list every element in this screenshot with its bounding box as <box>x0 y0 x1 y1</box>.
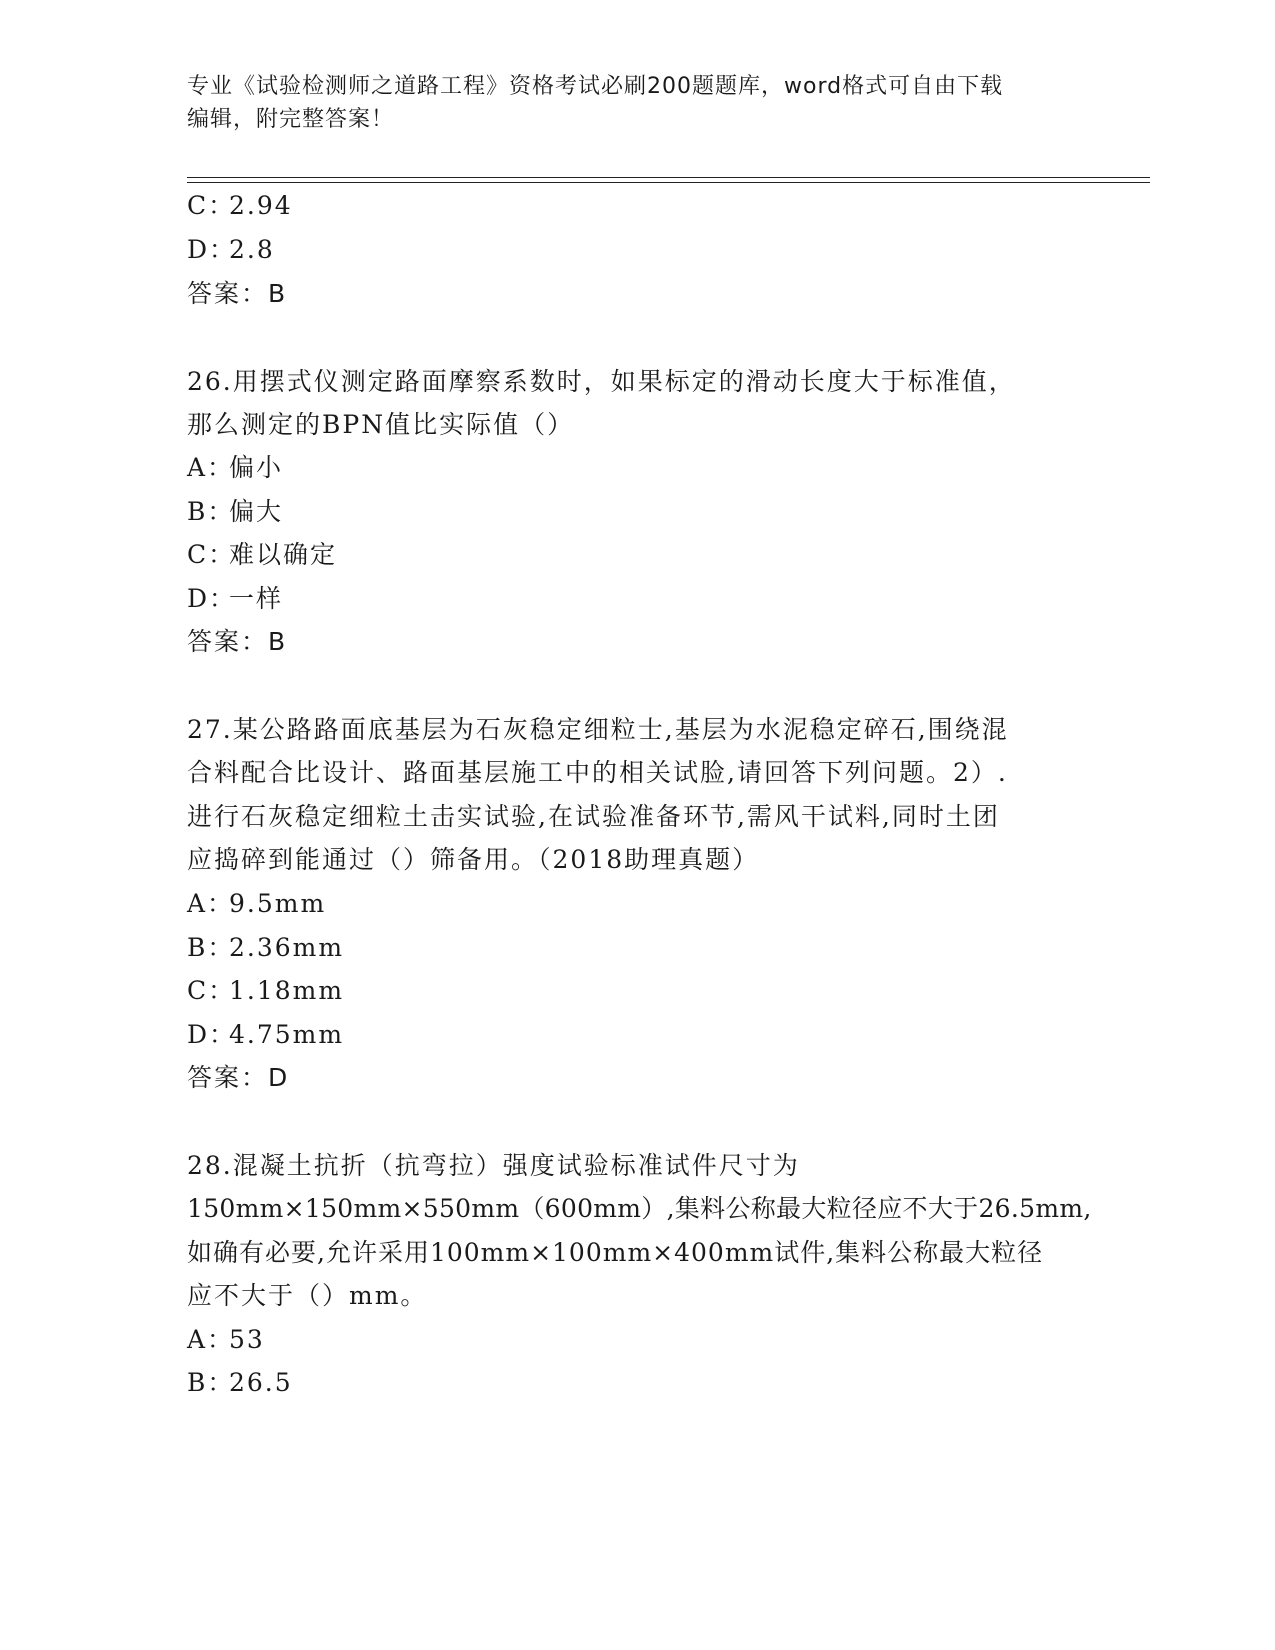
q28-stem-line-4: 应不大于（）mm。 <box>187 1281 428 1310</box>
q27-stem-line-4: 应捣碎到能通过（）筛备用。（2018助理真题） <box>187 845 760 874</box>
header-rule-top <box>187 177 1150 178</box>
document-header <box>187 70 1067 136</box>
q26-stem-line-1: 26.用摆式仪测定路面摩察系数时，如果标定的滑动长度大于标准值， <box>187 367 1016 396</box>
q26-option-d: D：一样 <box>187 584 284 613</box>
q25-option-c: C：2.94 <box>187 191 293 220</box>
q26-option-c: C：难以确定 <box>187 540 338 569</box>
header-line-2: 编辑，附完整答案！ <box>187 107 395 132</box>
q27-option-c: C：1.18mm <box>187 976 345 1005</box>
q27-stem-line-3: 进行石灰稳定细粒土击实试验,在试验准备环节,需风干试料,同时土团 <box>187 802 1000 831</box>
q27-option-b: B：2.36mm <box>187 933 345 962</box>
q27-answer: 答案：D <box>187 1063 290 1092</box>
q26-option-a: A：偏小 <box>187 453 284 482</box>
q28-option-a: A：53 <box>187 1325 265 1354</box>
header-rule-bottom <box>187 182 1150 183</box>
q28-stem-line-1: 28.混凝土抗折（抗弯拉）强度试验标准试件尺寸为 <box>187 1151 800 1180</box>
header-line-1: 专业《试验检测师之道路工程》资格考试必刷200题题库，word格式可自由下载 <box>187 74 1004 99</box>
q25-answer: 答案：B <box>187 279 288 308</box>
q28-stem-line-3: 如确有必要,允许采用100mm×100mm×400mm试件,集料公称最大粒径 <box>187 1238 1044 1267</box>
q26-option-b: B：偏大 <box>187 497 284 526</box>
q28-stem-line-2: 150mm×150mm×550mm（600mm）,集料公称最大粒径应不大于26.5mm, <box>187 1194 1092 1223</box>
q27-stem-line-1: 27.某公路路面底基层为石灰稳定细粒士,基层为水泥稳定碎石,围绕混 <box>187 715 1009 744</box>
q26-stem-line-2: 那么测定的BPN值比实际值（） <box>187 410 575 439</box>
q27-option-d: D：4.75mm <box>187 1020 345 1049</box>
q27-option-a: A：9.5mm <box>187 889 327 918</box>
q28-option-b: B：26.5 <box>187 1368 293 1397</box>
q25-option-d: D：2.8 <box>187 235 275 264</box>
q27-stem-line-2: 合料配合比设计、路面基层施工中的相关试脸,请回答下列问题。2）. <box>187 758 1008 787</box>
q26-answer: 答案：B <box>187 627 288 656</box>
